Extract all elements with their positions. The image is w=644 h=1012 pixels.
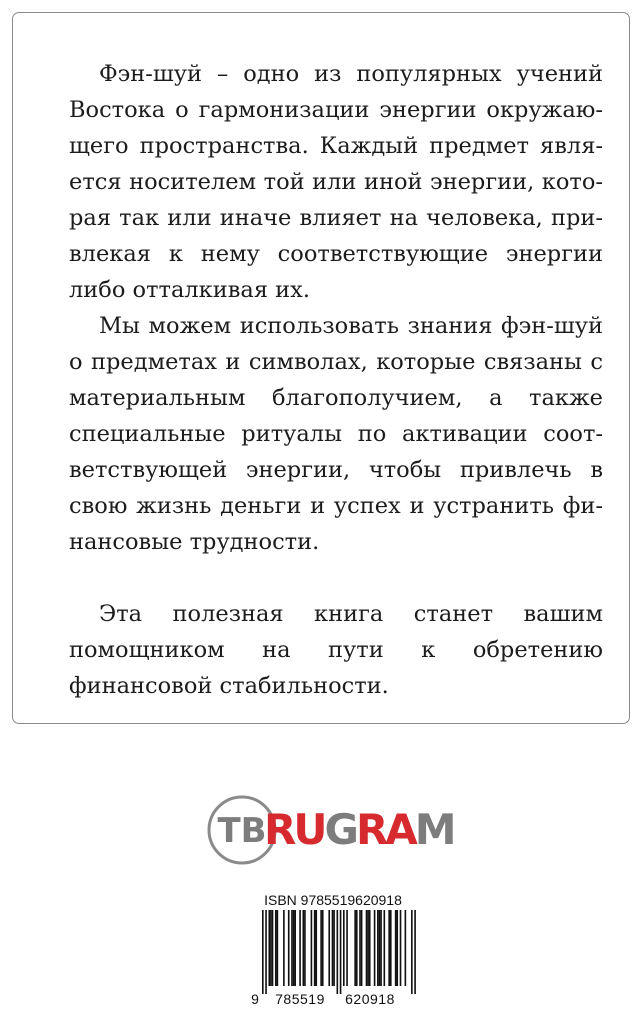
barcode-bar [299, 910, 301, 986]
barcode-bar [411, 910, 413, 994]
barcode-bar [340, 910, 342, 994]
barcode-bar [388, 910, 390, 986]
barcode-bar [356, 910, 358, 986]
barcode-bar [294, 910, 296, 986]
text-frame [12, 12, 630, 724]
blurb-paragraph-1: Фэн-шуй – одно из популярных учений Востока о гармонизации энергии окружающего пространства. Каждый предмет является носителем той или иной энергии, которая так или иначе влияет на человека, привлекая к нему соответствующие энергии либо отталкивая их. [69, 61, 603, 303]
barcode-bar [367, 910, 369, 986]
barcode-bar [359, 910, 361, 986]
barcode-bar [369, 910, 371, 986]
barcode-bar [374, 910, 376, 986]
logo-wordmark [264, 805, 454, 854]
barcode-digits-left: 785519 [275, 991, 325, 1007]
barcode-bars [262, 910, 416, 994]
logo-badge-mark: ТВ [217, 811, 267, 851]
barcode-bar [354, 910, 356, 986]
barcode-bar [328, 910, 330, 986]
barcode-bar [380, 910, 382, 986]
barcode-bar [361, 910, 363, 986]
paragraph-spacer [69, 560, 603, 596]
logo-wordmark-part: G [324, 805, 356, 854]
barcode-bar [379, 910, 381, 986]
barcode-bar [311, 910, 313, 986]
barcode-bar [293, 910, 295, 986]
blurb-paragraph-2: Мы можем использовать знания фэн-шуй о предметах и символах, которые связаны с материальным благополучием, а также специальные ритуалы по активации соответствующей энергии, чтобы привлечь в свою жизнь деньги и успех и устранить финансовые трудности. [69, 313, 603, 555]
barcode-bar [272, 910, 274, 986]
barcode-bar [270, 910, 272, 986]
barcode-icon [250, 910, 416, 1008]
barcode-bar [337, 910, 339, 994]
barcode-bar [262, 910, 264, 994]
logo-wordmark-part: RA [355, 805, 415, 854]
barcode-bar [405, 910, 407, 986]
barcode-digit-first: 9 [251, 991, 259, 1007]
barcode-bar [384, 910, 386, 986]
barcode-block [250, 892, 416, 1008]
barcode-bar [322, 910, 324, 986]
barcode-bar [390, 910, 392, 986]
isbn-label: ISBN 9785519620918 [264, 892, 402, 908]
barcode-bar [268, 910, 270, 986]
barcode-bar [320, 910, 322, 986]
barcode-bar [275, 910, 277, 986]
barcode-bar [265, 910, 267, 994]
barcode-bar [400, 910, 402, 986]
barcode-bar [396, 910, 398, 986]
barcode-bar [377, 910, 379, 986]
blurb-text [69, 56, 603, 704]
barcode-bar [314, 910, 316, 986]
barcode-bar [304, 910, 306, 986]
barcode-bar [346, 910, 348, 986]
barcode-bar [333, 910, 335, 986]
barcode-bar [332, 910, 334, 986]
logo-wordmark-part: M [414, 805, 454, 854]
barcode-bar [291, 910, 293, 986]
barcode-bar [277, 910, 279, 986]
barcode-bar [414, 910, 416, 994]
barcode-bar [303, 910, 305, 986]
barcode-bar [315, 910, 317, 986]
barcode-bar [395, 910, 397, 986]
logo-wordmark-part: RU [264, 805, 325, 854]
barcode-bar [283, 910, 285, 986]
barcode-bar [366, 910, 368, 986]
barcode-bar [288, 910, 290, 986]
barcode-bar [343, 910, 345, 986]
publisher-logo [206, 792, 454, 872]
blurb-paragraph-3: Эта полезная книга станет вашим помощником на пути к обретению финансовой стабильности. [69, 601, 603, 699]
barcode-digits-right: 620918 [345, 991, 395, 1007]
